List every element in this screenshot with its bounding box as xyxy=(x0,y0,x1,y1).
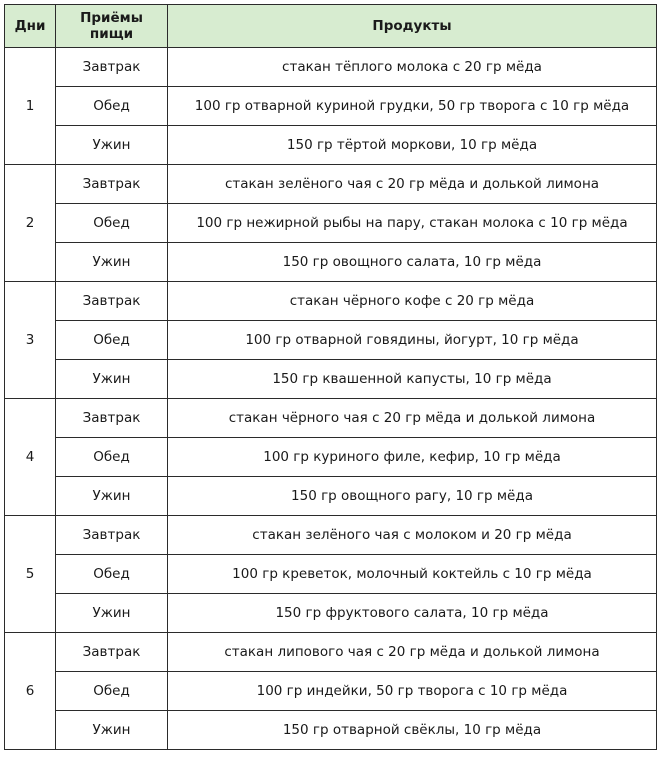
table-row xyxy=(5,633,657,672)
products-cell: 150 гр овощного рагу, 10 гр мёда xyxy=(168,477,657,516)
day-number-cell: 5 xyxy=(5,516,56,633)
day-number-cell: 1 xyxy=(5,48,56,165)
meal-cell: Завтрак xyxy=(56,633,168,672)
products-cell: 100 гр отварной куриной грудки, 50 гр творога с 10 гр мёда xyxy=(168,87,657,126)
table-row xyxy=(5,672,657,711)
day-number-cell: 2 xyxy=(5,165,56,282)
table-row xyxy=(5,399,657,438)
products-cell: 150 гр фруктового салата, 10 гр мёда xyxy=(168,594,657,633)
products-cell: 100 гр индейки, 50 гр творога с 10 гр мёда xyxy=(168,672,657,711)
meal-cell: Ужин xyxy=(56,594,168,633)
day-number-cell: 3 xyxy=(5,282,56,399)
header-day: Дни xyxy=(5,5,56,48)
table-row xyxy=(5,165,657,204)
products-cell: стакан чёрного кофе с 20 гр мёда xyxy=(168,282,657,321)
table-row xyxy=(5,48,657,87)
table-row xyxy=(5,204,657,243)
table-row xyxy=(5,516,657,555)
header-row xyxy=(5,5,657,48)
products-cell: стакан тёплого молока с 20 гр мёда xyxy=(168,48,657,87)
meal-cell: Обед xyxy=(56,438,168,477)
table-row xyxy=(5,87,657,126)
table-row xyxy=(5,243,657,282)
table-row xyxy=(5,477,657,516)
products-cell: 100 гр нежирной рыбы на пару, стакан молока с 10 гр мёда xyxy=(168,204,657,243)
products-cell: стакан липового чая с 20 гр мёда и долькой лимона xyxy=(168,633,657,672)
products-cell: 150 гр овощного салата, 10 гр мёда xyxy=(168,243,657,282)
meal-cell: Обед xyxy=(56,204,168,243)
meal-cell: Ужин xyxy=(56,243,168,282)
products-cell: 150 гр квашенной капусты, 10 гр мёда xyxy=(168,360,657,399)
products-cell: 150 гр тёртой моркови, 10 гр мёда xyxy=(168,126,657,165)
meal-cell: Ужин xyxy=(56,711,168,750)
meal-cell: Обед xyxy=(56,87,168,126)
products-cell: стакан зелёного чая с молоком и 20 гр мёда xyxy=(168,516,657,555)
table-row xyxy=(5,126,657,165)
table-row xyxy=(5,321,657,360)
header-meal: Приёмы пищи xyxy=(56,5,168,48)
meal-cell: Завтрак xyxy=(56,48,168,87)
day-number-cell: 6 xyxy=(5,633,56,750)
table-row xyxy=(5,438,657,477)
table-body xyxy=(5,48,657,750)
diet-menu-table xyxy=(4,4,657,750)
meal-cell: Завтрак xyxy=(56,282,168,321)
meal-cell: Обед xyxy=(56,555,168,594)
meal-cell: Обед xyxy=(56,321,168,360)
products-cell: 100 гр креветок, молочный коктейль с 10 гр мёда xyxy=(168,555,657,594)
products-cell: 100 гр отварной говядины, йогурт, 10 гр мёда xyxy=(168,321,657,360)
table-row xyxy=(5,594,657,633)
table-row xyxy=(5,282,657,321)
meal-cell: Ужин xyxy=(56,360,168,399)
header-products: Продукты xyxy=(168,5,657,48)
meal-cell: Ужин xyxy=(56,477,168,516)
table-header xyxy=(5,5,657,48)
meal-cell: Завтрак xyxy=(56,516,168,555)
table-row xyxy=(5,360,657,399)
meal-cell: Ужин xyxy=(56,126,168,165)
day-number-cell: 4 xyxy=(5,399,56,516)
meal-cell: Обед xyxy=(56,672,168,711)
products-cell: 150 гр отварной свёклы, 10 гр мёда xyxy=(168,711,657,750)
products-cell: стакан чёрного чая с 20 гр мёда и долькой лимона xyxy=(168,399,657,438)
meal-cell: Завтрак xyxy=(56,399,168,438)
meal-cell: Завтрак xyxy=(56,165,168,204)
products-cell: стакан зелёного чая с 20 гр мёда и долькой лимона xyxy=(168,165,657,204)
table-row xyxy=(5,711,657,750)
table-row xyxy=(5,555,657,594)
products-cell: 100 гр куриного филе, кефир, 10 гр мёда xyxy=(168,438,657,477)
